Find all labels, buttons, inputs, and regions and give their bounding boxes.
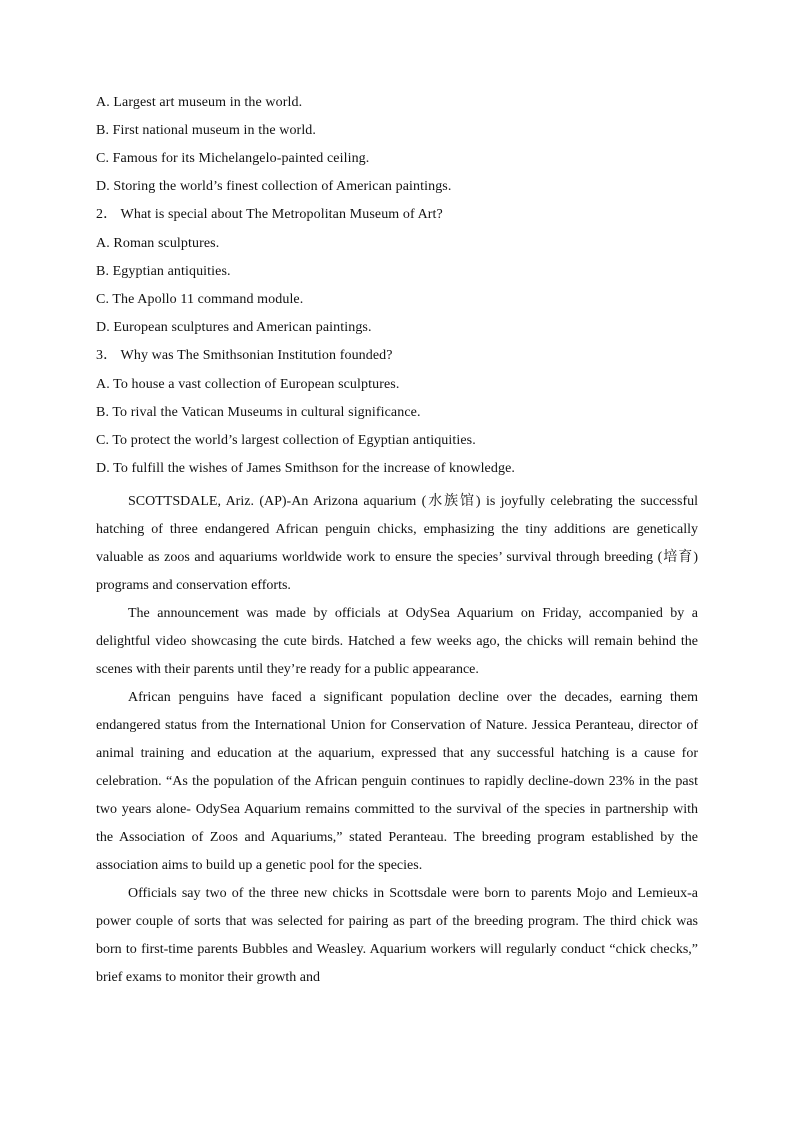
passage-paragraph-4: Officials say two of the three new chicks in Scottsdale were born to parents Mojo and Lemieux-a power couple of sorts that was selected for pairing as part of the breeding program. The third chick was born to first-time parents Bubbles and Weasley. Aquarium workers will regularly conduct “chick checks,” brief exams to monitor their growth and [96,886,698,985]
question-3 [96,346,698,487]
q3-option-a: A. To house a vast collection of European sculptures. [96,377,400,392]
reading-passage [96,488,698,992]
q1-option-b: B. First national museum in the world. [96,123,317,138]
q3-option-d: D. To fulfill the wishes of James Smithson for the increase of knowledge. [96,461,515,476]
q1-option-a: A. Largest art museum in the world. [96,95,303,110]
q2-option-c: C. The Apollo 11 command module. [96,292,304,307]
question-2 [96,205,698,346]
q1-option-c: C. Famous for its Michelangelo-painted ceiling. [96,151,370,166]
passage-paragraph-1: SCOTTSDALE, Ariz. (AP)-An Arizona aquarium (水族馆) is joyfully celebrating the successful hatching of three endangered African penguin chicks, emphasizing the tiny additions are genetically valuable as zoos and aquariums worldwide work to ensure the species’ survival through breeding (培育) programs and conservation efforts. [96,494,698,593]
q3-option-b: B. To rival the Vatican Museums in cultural significance. [96,405,421,420]
q2-option-d: D. European sculptures and American paintings. [96,320,372,335]
passage-paragraph-2: The announcement was made by officials at OdySea Aquarium on Friday, accompanied by a delightful video showcasing the cute birds. Hatched a few weeks ago, the chicks will remain behind the scenes with their parents until they’re ready for a public appearance. [96,606,698,677]
question-1-options [96,93,698,205]
document-page [96,93,698,992]
q3-option-c: C. To protect the world’s largest collection of Egyptian antiquities. [96,433,476,448]
passage-paragraph-3: African penguins have faced a significant population decline over the decades, earning them endangered status from the International Union for Conservation of Nature. Jessica Peranteau, director of animal training and education at the aquarium, expressed that any successful hatching is a cause for celebration. “As the population of the African penguin continues to rapidly decline-down 23% in the past two years alone- OdySea Aquarium remains committed to the survival of the species in partnership with the Association of Zoos and Aquariums,” stated Peranteau. The breeding program established by the association aims to build up a genetic pool for the species. [96,690,698,873]
q2-stem: 2． What is special about The Metropolitan Museum of Art? [96,207,443,222]
q2-option-b: B. Egyptian antiquities. [96,264,231,279]
q1-option-d: D. Storing the world’s finest collection of American paintings. [96,179,452,194]
q2-option-a: A. Roman sculptures. [96,236,220,251]
q3-stem: 3． Why was The Smithsonian Institution founded? [96,348,393,363]
